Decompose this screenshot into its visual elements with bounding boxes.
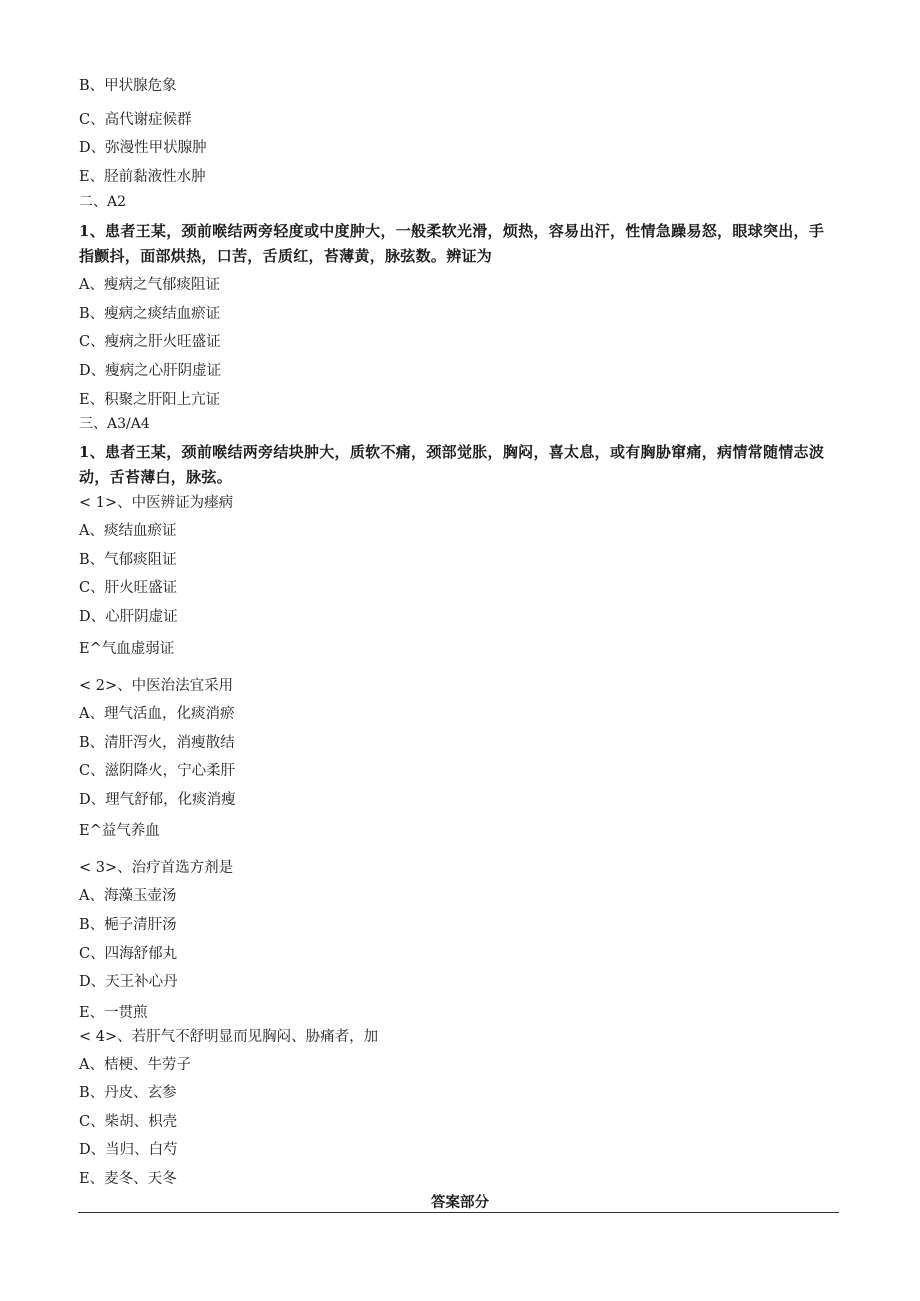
option-d: D、弥漫性甲状腺肿 xyxy=(79,140,207,156)
option-c: C、瘦病之肝火旺盛证 xyxy=(79,334,221,350)
option-d: D、理气舒郁，化痰消瘦 xyxy=(79,792,236,808)
option-b: B、梔子清肝汤 xyxy=(79,917,177,933)
sub-question-stem: < 2>、中医治法宜采用 xyxy=(79,678,234,694)
section-heading-a2: 二、A2 xyxy=(79,194,127,210)
option-b: B、丹皮、玄参 xyxy=(79,1085,177,1101)
option-e: E^气血虚弱证 xyxy=(79,641,175,657)
answer-divider xyxy=(78,1212,839,1213)
question-a2-1: 1、患者王某，颈前喉结两旁轻度或中度肿大，一般柔软光滑，烦热，容易出汗，性情急躁易怒，眼球突出，手指颤抖，面部烘热，口苦，舌质红，苔薄黄，脉弦数。辨证为 xyxy=(79,222,825,265)
option-c: C、柴胡、枳壳 xyxy=(79,1114,178,1130)
option-e: E、积聚之肝阳上亢证 xyxy=(79,392,221,408)
option-e: E、胫前黏液性水肿 xyxy=(79,169,206,185)
sub-question-stem: < 4>、若肝气不舒明显而见胸闷、胁痛者，加 xyxy=(79,1029,379,1045)
option-d: D、当归、白芍 xyxy=(79,1142,178,1158)
option-b: B、清肝泻火，消瘦散结 xyxy=(79,735,235,751)
option-c: C、滋阴降火，宁心柔肝 xyxy=(79,763,236,779)
sub-question-stem: < 3>、治疗首选方剂是 xyxy=(79,860,234,876)
option-c: C、肝火旺盛证 xyxy=(79,580,178,596)
option-d: D、天王补心丹 xyxy=(79,974,178,990)
option-b: B、甲状腺危象 xyxy=(79,78,177,94)
option-d: D、瘦病之心肝阴虚证 xyxy=(79,363,222,379)
option-e: E、麦冬、天冬 xyxy=(79,1171,177,1187)
option-e: E^益气养血 xyxy=(79,823,160,839)
option-a: A、理气活血，化痰消瘀 xyxy=(79,706,235,722)
option-b: B、气郁痰阻证 xyxy=(79,552,177,568)
option-c: C、四海舒郁丸 xyxy=(79,946,178,962)
sub-question-stem: < 1>、中医辨证为瘗病 xyxy=(79,495,234,511)
section-heading-a3a4: 三、A3/A4 xyxy=(79,416,150,432)
option-a: A、瘦病之气郁痰阻证 xyxy=(79,277,220,293)
answer-section-title: 答案部分 xyxy=(431,1194,489,1211)
option-d: D、心肝阴虚证 xyxy=(79,609,178,625)
option-a: A、桔梗、牛劳子 xyxy=(79,1057,191,1073)
option-a: A、痰结血瘀证 xyxy=(79,523,177,539)
option-c: C、高代谢症候群 xyxy=(79,112,192,128)
option-a: A、海藻玉壶汤 xyxy=(79,888,177,904)
option-b: B、瘦病之痰结血瘀证 xyxy=(79,306,221,322)
option-e: E、一贯煎 xyxy=(79,1005,148,1021)
question-a3-1: 1、患者王某，颈前喉结两旁结块肿大，质软不痛，颈部觉胀，胸闷，喜太息，或有胸胁窜痛，病情常随情志波动，舌苔薄白，脉弦。 xyxy=(79,443,825,486)
